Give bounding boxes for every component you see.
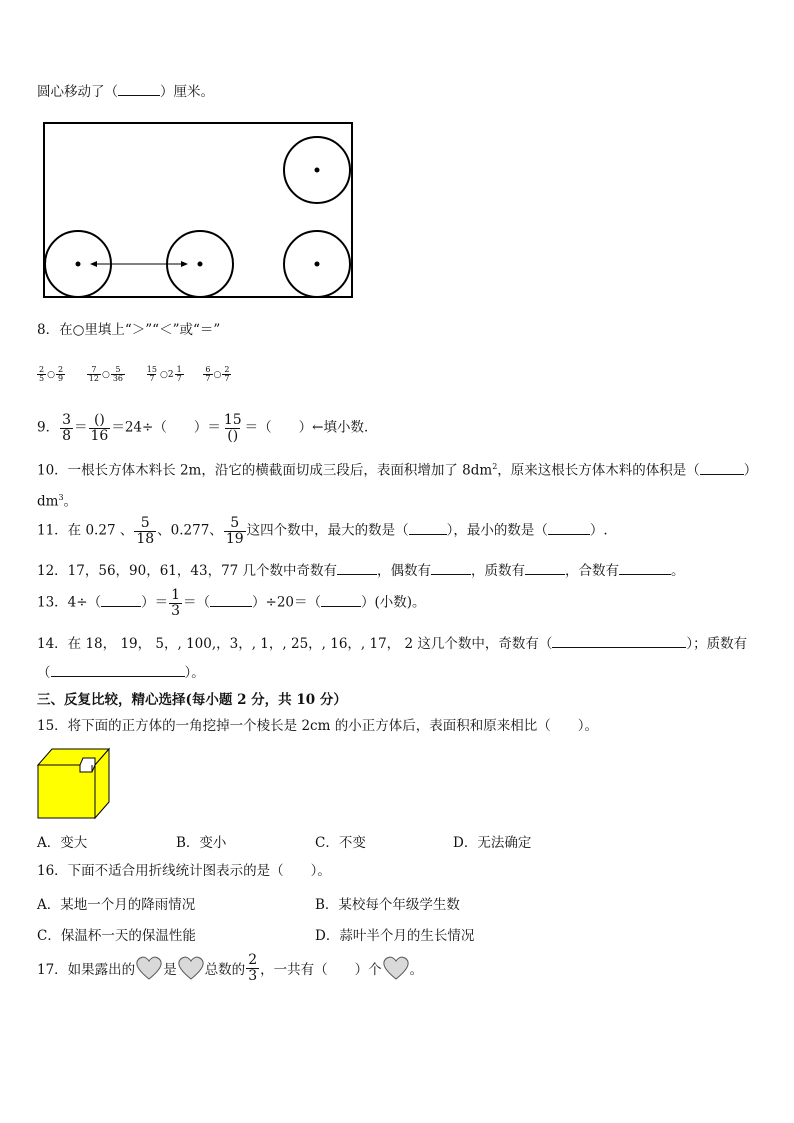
q11-question: 11．在 0.27 、 $\frac{5}{18}$ 、0.277、 $\frac{5}{19}$ 这四个数中，最大的数是（ ），最小的数是（ ）. xyxy=(37,515,608,547)
q16-option-d[interactable]: D．蒜叶半个月的生长情况 xyxy=(315,928,475,944)
heart-icon xyxy=(135,955,163,981)
q8-item-2[interactable]: $\frac{7}{12}$ ○ $\frac{5}{36}$ xyxy=(88,365,124,384)
q9-question: 9． $\frac{3}{8}$ ＝ $\frac{()}{16}$ ＝24÷（ ）＝ $\frac{15}{()}$ ＝（ ）←填小数． xyxy=(37,412,378,444)
q8-item-4[interactable]: $\frac{6}{7}$ ○ $\frac{2}{7}$ xyxy=(205,365,230,384)
section-3-heading: 三、反复比较，精心选择(每小题 2 分，共 10 分） xyxy=(37,692,347,708)
q9-blank-denominator[interactable]: $\frac{15}{()}$ xyxy=(223,412,242,444)
q16-option-b[interactable]: B．某校每个年级学生数 xyxy=(315,897,460,913)
q10-question: 10．一根长方体木料长 2m，沿它的横截面切成三段后，表面积增加了 $8dm^2$，原来这根长方体木料的体积是（ ） xyxy=(37,462,758,479)
q17-question: 17．如果露出的 是 总数的 $\frac{2}{3}$ ，一共有（ ）个 。 xyxy=(37,952,424,984)
q17-fraction: $\frac{2}{3}$ xyxy=(248,952,258,984)
q16-option-a[interactable]: A．某地一个月的降雨情况 xyxy=(37,897,196,913)
q14-question: 14．在 18， 19， 5，, 100,，3，, 1，, 25，, 16，, 17， 2 这几个数中，奇数有（ ）；质数有 xyxy=(37,636,748,652)
q8-question: 8．在○里填上“＞”“＜”或“＝” xyxy=(37,322,221,338)
q9-blank-numerator[interactable]: $\frac{()}{16}$ xyxy=(90,412,109,444)
q7-text-before: 圆心移动了（ xyxy=(37,84,118,100)
heart-icon xyxy=(382,955,410,981)
cube-front-face xyxy=(38,765,95,818)
q16-option-c[interactable]: C．保温杯一天的保温性能 xyxy=(37,928,196,944)
q12-question: 12．17，56，90，61，43，77 几个数中奇数有 ，偶数有 ，质数有 ，合数有 。 xyxy=(37,563,685,579)
q8-item-3[interactable]: $\frac{15}{7}$ ○2 $\frac{1}{7}$ xyxy=(146,365,182,384)
q13-question: 13．4÷（ ）＝ $\frac{1}{3}$ ＝（ ）÷20＝（ ）(小数)。 xyxy=(37,587,426,619)
q15-option-d[interactable]: D．无法确定 xyxy=(453,835,532,851)
heart-icon xyxy=(177,955,205,981)
q15-option-b[interactable]: B．变小 xyxy=(176,835,227,851)
q14-continuation: （ ）。 xyxy=(37,665,205,681)
q15-option-a[interactable]: A．变大 xyxy=(37,835,88,851)
q8-item-1[interactable]: $\frac{2}{5}$ ○ $\frac{2}{9}$ xyxy=(39,365,64,384)
q15-question: 15．将下面的正方体的一角挖掉一个棱长是 2cm 的小正方体后，表面积和原来相比（ ）。 xyxy=(37,718,598,734)
q16-question: 16．下面不适合用折线统计图表示的是（ ）。 xyxy=(37,863,331,879)
q10-unit: $dm^3$。 xyxy=(37,493,78,510)
q7-text-after: ）厘米。 xyxy=(160,84,214,100)
q15-option-c[interactable]: C．不变 xyxy=(315,835,366,851)
cube-notch xyxy=(80,758,95,772)
